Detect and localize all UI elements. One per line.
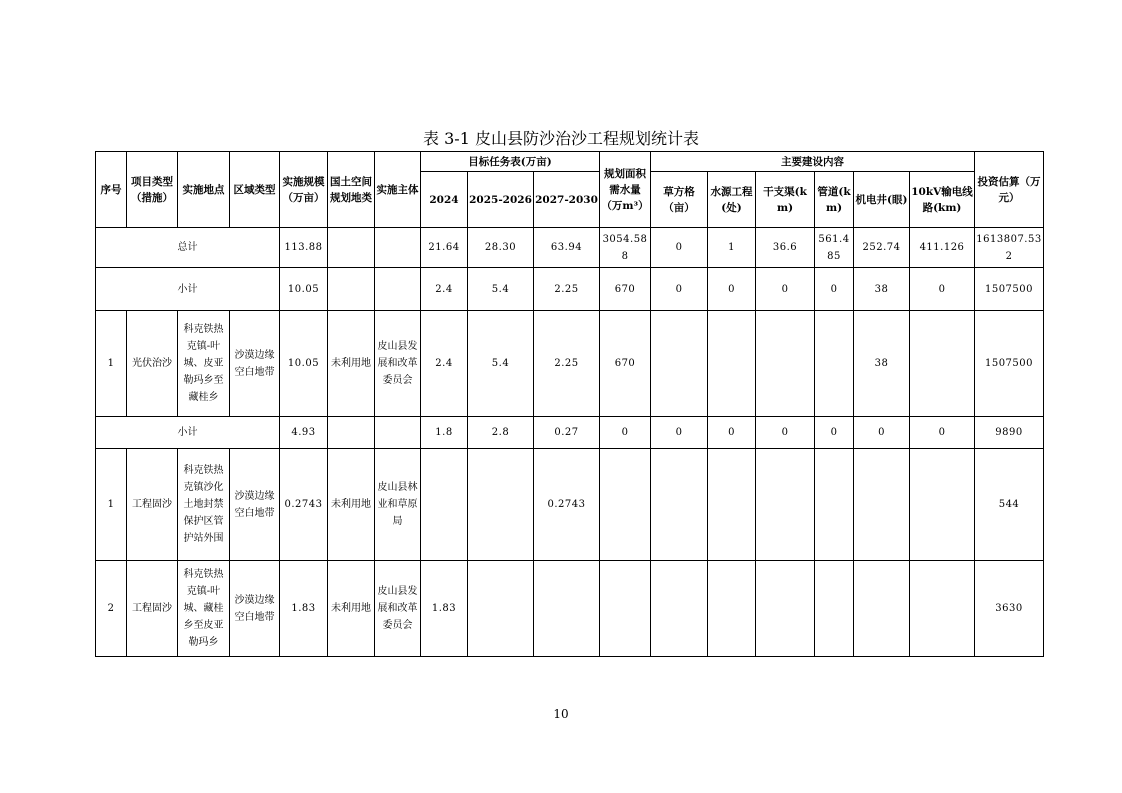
pv-source [708, 311, 756, 417]
sub2-2027: 0.27 [534, 417, 600, 449]
pv-grass [651, 311, 708, 417]
pv-location: 科克铁热克镇-叶城、皮亚勒玛乡至藏桂乡 [178, 311, 230, 417]
header-land: 国土空间规划地类 [328, 152, 375, 228]
total-well: 252.74 [854, 228, 910, 268]
total-label: 总计 [96, 228, 280, 268]
page-number: 10 [553, 707, 569, 721]
sub1-2025: 5.4 [468, 268, 534, 311]
sub1-2027: 2.25 [534, 268, 600, 311]
table-row [96, 449, 1044, 561]
table-row [96, 417, 1044, 449]
pv-subject: 皮山县发展和改革委员会 [375, 311, 421, 417]
header-source: 水源工程(处) [708, 172, 756, 228]
header-2027: 2027-2030 [534, 172, 600, 228]
pv-seq: 1 [96, 311, 127, 417]
total-land [328, 228, 375, 268]
eng1-seq: 1 [96, 449, 127, 561]
pv-pipe [815, 311, 854, 417]
total-subject [375, 228, 421, 268]
pv-2024: 2.4 [421, 311, 468, 417]
header-target: 目标任务表(万亩) [421, 152, 600, 172]
header-subject: 实施主体 [375, 152, 421, 228]
sub2-water: 0 [600, 417, 651, 449]
eng1-scale: 0.2743 [280, 449, 328, 561]
pv-2025: 5.4 [468, 311, 534, 417]
sub2-invest: 9890 [975, 417, 1044, 449]
total-pipe: 561.485 [815, 228, 854, 268]
eng2-region: 沙漠边缘空白地带 [230, 561, 280, 657]
eng1-location: 科克铁热克镇沙化土地封禁保护区管护站外围 [178, 449, 230, 561]
pv-canal [756, 311, 815, 417]
eng1-region: 沙漠边缘空白地带 [230, 449, 280, 561]
sub2-pipe: 0 [815, 417, 854, 449]
header-invest: 投资估算（万元） [975, 152, 1044, 228]
eng1-water [600, 449, 651, 561]
sub1-land [328, 268, 375, 311]
total-2027: 63.94 [534, 228, 600, 268]
eng1-line [910, 449, 975, 561]
pv-scale: 10.05 [280, 311, 328, 417]
total-scale: 113.88 [280, 228, 328, 268]
pv-invest: 1507500 [975, 311, 1044, 417]
sub1-line: 0 [910, 268, 975, 311]
sub1-scale: 10.05 [280, 268, 328, 311]
header-well: 机电井(眼) [854, 172, 910, 228]
eng2-grass [651, 561, 708, 657]
sub2-source: 0 [708, 417, 756, 449]
statistics-table [95, 151, 1044, 657]
sub1-canal: 0 [756, 268, 815, 311]
table-row [96, 268, 1044, 311]
eng1-canal [756, 449, 815, 561]
eng2-scale: 1.83 [280, 561, 328, 657]
header-seq: 序号 [96, 152, 127, 228]
subtotal-label: 小计 [96, 417, 280, 449]
sub2-land [328, 417, 375, 449]
total-2025: 28.30 [468, 228, 534, 268]
pv-line [910, 311, 975, 417]
eng1-grass [651, 449, 708, 561]
eng2-invest: 3630 [975, 561, 1044, 657]
header-line: 10kV输电线路(km) [910, 172, 975, 228]
eng2-land: 未利用地 [328, 561, 375, 657]
sub2-well: 0 [854, 417, 910, 449]
header-region: 区域类型 [230, 152, 280, 228]
eng1-pipe [815, 449, 854, 561]
sub1-grass: 0 [651, 268, 708, 311]
eng2-well [854, 561, 910, 657]
sub2-grass: 0 [651, 417, 708, 449]
total-invest: 1613807.532 [975, 228, 1044, 268]
eng2-pipe [815, 561, 854, 657]
table-title: 表 3-1 皮山县防沙治沙工程规划统计表 [423, 129, 699, 148]
eng2-location: 科克铁热克镇-叶城、藏桂乡至皮亚勒玛乡 [178, 561, 230, 657]
sub2-2024: 1.8 [421, 417, 468, 449]
eng1-type: 工程固沙 [127, 449, 178, 561]
header-main: 主要建设内容 [651, 152, 975, 172]
eng1-invest: 544 [975, 449, 1044, 561]
eng2-seq: 2 [96, 561, 127, 657]
sub2-subject [375, 417, 421, 449]
eng1-well [854, 449, 910, 561]
pv-well: 38 [854, 311, 910, 417]
header-2024: 2024 [421, 172, 468, 228]
sub2-2025: 2.8 [468, 417, 534, 449]
eng2-water [600, 561, 651, 657]
eng2-line [910, 561, 975, 657]
header-grass: 草方格（亩） [651, 172, 708, 228]
subtotal-label: 小计 [96, 268, 280, 311]
eng1-2027: 0.2743 [534, 449, 600, 561]
sub2-scale: 4.93 [280, 417, 328, 449]
total-2024: 21.64 [421, 228, 468, 268]
total-grass: 0 [651, 228, 708, 268]
eng1-land: 未利用地 [328, 449, 375, 561]
sub1-source: 0 [708, 268, 756, 311]
header-2025: 2025-2026 [468, 172, 534, 228]
pv-2027: 2.25 [534, 311, 600, 417]
eng2-subject: 皮山县发展和改革委员会 [375, 561, 421, 657]
sub2-canal: 0 [756, 417, 815, 449]
total-source: 1 [708, 228, 756, 268]
eng2-2027 [534, 561, 600, 657]
header-pipe: 管道(km) [815, 172, 854, 228]
header-scale: 实施规模（万亩） [280, 152, 328, 228]
eng1-subject: 皮山县林业和草原局 [375, 449, 421, 561]
pv-land: 未利用地 [328, 311, 375, 417]
sub1-invest: 1507500 [975, 268, 1044, 311]
sub1-pipe: 0 [815, 268, 854, 311]
eng1-source [708, 449, 756, 561]
eng2-type: 工程固沙 [127, 561, 178, 657]
sub1-subject [375, 268, 421, 311]
eng1-2025 [468, 449, 534, 561]
total-water: 3054.588 [600, 228, 651, 268]
table-row [96, 228, 1044, 268]
pv-water: 670 [600, 311, 651, 417]
eng2-2025 [468, 561, 534, 657]
sub1-water: 670 [600, 268, 651, 311]
eng1-2024 [421, 449, 468, 561]
pv-type: 光伏治沙 [127, 311, 178, 417]
table-row [96, 561, 1044, 657]
table-row [96, 311, 1044, 417]
header-location: 实施地点 [178, 152, 230, 228]
eng2-2024: 1.83 [421, 561, 468, 657]
total-line: 411.126 [910, 228, 975, 268]
header-water: 规划面积需水量（万m³） [600, 152, 651, 228]
total-canal: 36.6 [756, 228, 815, 268]
sub2-line: 0 [910, 417, 975, 449]
eng2-source [708, 561, 756, 657]
sub1-well: 38 [854, 268, 910, 311]
header-canal: 干支渠(km) [756, 172, 815, 228]
sub1-2024: 2.4 [421, 268, 468, 311]
header-type: 项目类型（措施） [127, 152, 178, 228]
pv-region: 沙漠边缘空白地带 [230, 311, 280, 417]
eng2-canal [756, 561, 815, 657]
